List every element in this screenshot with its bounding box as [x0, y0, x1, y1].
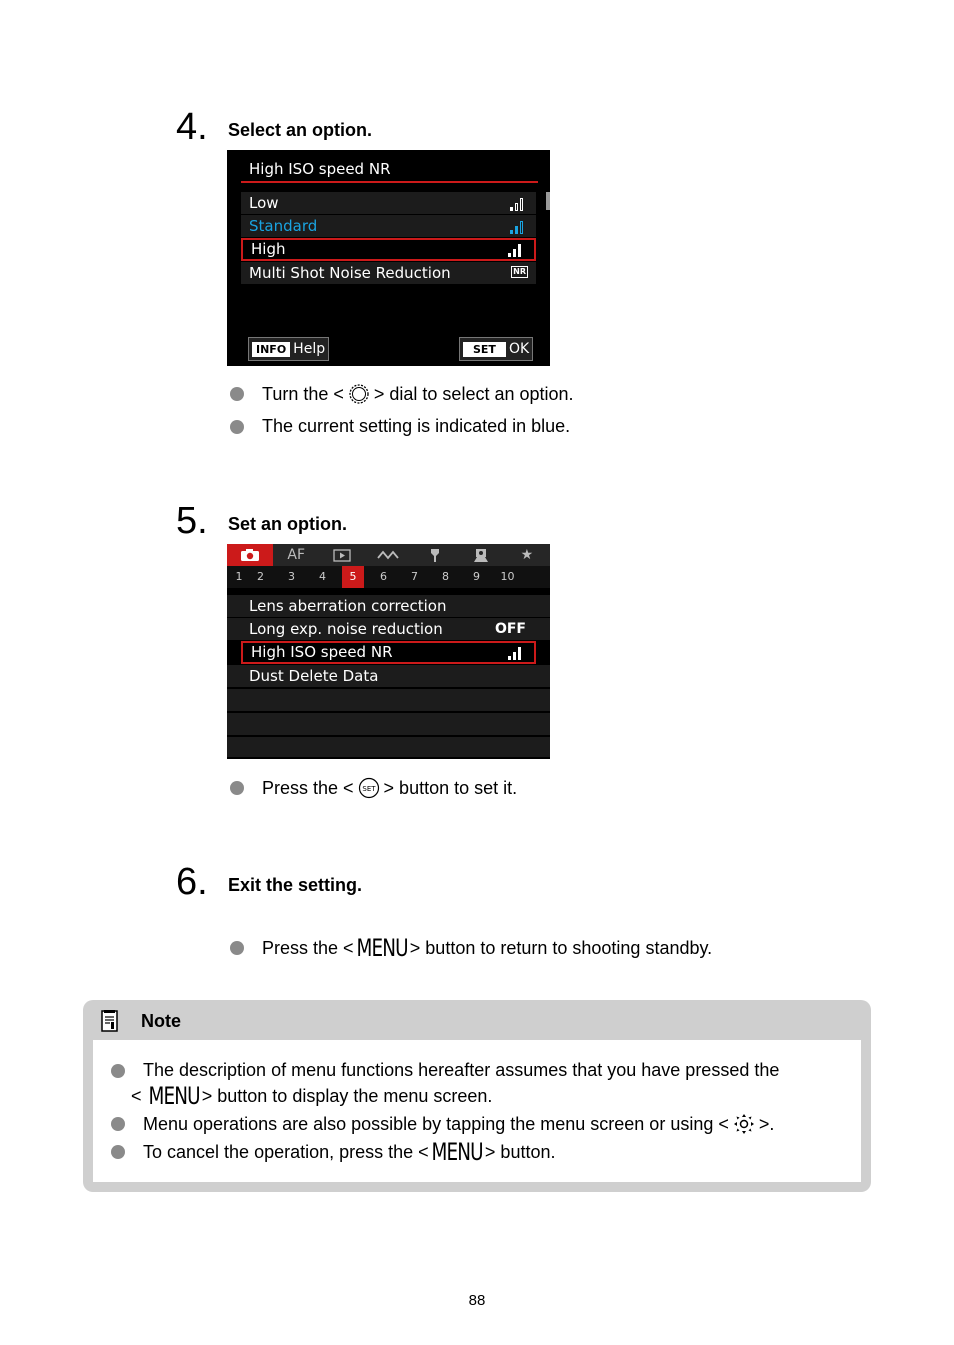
page-number[interactable]: 2 [257, 570, 264, 583]
note-text: < [131, 1085, 142, 1106]
menu-item-high-iso-nr[interactable] [241, 641, 536, 664]
option-label: Low [249, 194, 279, 212]
note-item [111, 1140, 555, 1164]
menu-tab-bar [227, 544, 550, 566]
note-text: > button to display the menu screen. [201, 1085, 493, 1106]
option-label: Multi Shot Noise Reduction [249, 264, 451, 282]
bullet-dot [111, 1117, 125, 1131]
bullet-dot [230, 420, 244, 434]
info-help-button[interactable] [248, 337, 329, 361]
option-standard[interactable] [241, 215, 536, 237]
star-icon: ★ [520, 547, 534, 563]
bullet-text: Press the < [262, 937, 354, 958]
bullet-press-set [230, 777, 517, 799]
bullet-dot [230, 387, 244, 401]
menu-item-empty [227, 689, 550, 711]
menu-item-lens-aberration[interactable] [227, 595, 550, 617]
tab-my-menu[interactable] [504, 544, 550, 566]
note-item [111, 1113, 774, 1135]
wrench-icon [428, 548, 442, 563]
menu-button-icon: MENU [148, 1082, 200, 1110]
bullet-turn-dial [230, 383, 574, 405]
menu-item-value: OFF [494, 621, 526, 637]
menu-button-icon: MENU [356, 934, 408, 962]
bullet-dot [111, 1145, 125, 1159]
scrollbar[interactable] [546, 192, 550, 210]
bullet-press-menu [230, 936, 712, 960]
playback-icon [333, 549, 351, 562]
note-box [83, 1000, 871, 1192]
page-number[interactable]: 4 [319, 570, 326, 583]
set-ok-button[interactable] [459, 337, 533, 361]
help-label: Help [293, 341, 326, 357]
svg-text:SET: SET [361, 785, 376, 793]
nr-level-low-icon [510, 197, 526, 211]
note-text: To cancel the operation, press the < [143, 1141, 429, 1162]
note-item-continued [131, 1084, 492, 1108]
menu-item-label: Long exp. noise reduction [249, 620, 443, 638]
bullet-text: Turn the < [262, 383, 344, 404]
tab-af[interactable] [273, 544, 319, 566]
step-title: Select an option. [228, 120, 373, 140]
note-text: >. [758, 1113, 775, 1134]
option-label: High [251, 240, 286, 258]
note-text: Menu operations are also possible by tapping the menu screen or using < [143, 1113, 729, 1134]
step-title: Exit the setting. [228, 875, 363, 895]
bullet-current-setting [230, 416, 570, 437]
tab-playback[interactable] [319, 544, 365, 566]
option-multi-shot-nr[interactable] [241, 262, 536, 284]
page-number[interactable]: 10 [500, 570, 515, 583]
nr-level-standard-icon [510, 220, 526, 234]
menu-item-empty [227, 737, 550, 757]
menu-item-label: Dust Delete Data [249, 667, 379, 685]
info-key: INFO [252, 342, 290, 357]
tab-custom-functions[interactable] [458, 544, 504, 566]
menu-item-empty [227, 713, 550, 735]
tab-label: AF [287, 547, 306, 563]
menu-item-label: High ISO speed NR [251, 643, 393, 661]
option-low[interactable] [241, 192, 536, 214]
nr-level-high-icon [508, 646, 524, 660]
camera-screen-high-iso-nr [227, 150, 550, 366]
title-divider [241, 181, 538, 183]
page-number[interactable]: 9 [473, 570, 480, 583]
bullet-dot [230, 781, 244, 795]
option-high[interactable] [241, 238, 536, 261]
menu-item-label: Lens aberration correction [249, 597, 447, 615]
menu-item-long-exp-nr[interactable] [227, 618, 550, 640]
bullet-text: > button to set it. [383, 777, 518, 798]
option-label: Standard [249, 217, 318, 235]
page-number-active[interactable]: 5 [342, 566, 364, 588]
set-button-icon [358, 777, 380, 799]
page-number[interactable]: 7 [411, 570, 418, 583]
tab-shooting[interactable] [227, 544, 273, 566]
bullet-dot [111, 1064, 125, 1078]
note-icon [100, 1009, 120, 1033]
step-number: 5. [176, 500, 208, 542]
camera-screen-shooting-menu [227, 544, 550, 759]
bullet-text: The current setting is indicated in blue. [262, 416, 571, 436]
step-number: 6. [176, 861, 208, 903]
multi-controller-icon [733, 1113, 755, 1135]
screen-title: High ISO speed NR [249, 160, 391, 178]
set-key: SET [463, 342, 506, 357]
tab-wireless[interactable] [365, 544, 411, 566]
note-item [111, 1060, 779, 1081]
ok-label: OK [508, 341, 530, 357]
nr-level-high-icon [508, 243, 524, 257]
note-text: The description of menu functions hereafter assumes that you have pressed the [143, 1060, 780, 1080]
page-number[interactable]: 3 [288, 570, 295, 583]
note-title: Note [141, 1011, 181, 1031]
bullet-text: Press the < [262, 777, 354, 798]
divider [227, 588, 550, 594]
page-number[interactable]: 1 [235, 570, 243, 583]
bullet-text: > button to return to shooting standby. [409, 937, 713, 958]
note-content [93, 1040, 861, 1182]
menu-button-icon: MENU [431, 1138, 483, 1166]
note-text: > button. [484, 1141, 556, 1162]
page-number: 88 [468, 1292, 486, 1309]
menu-page-numbers [227, 566, 550, 588]
tab-setup[interactable] [412, 544, 458, 566]
page-number[interactable]: 8 [442, 570, 449, 583]
wireless-icon [377, 549, 399, 561]
menu-item-dust-delete[interactable] [227, 665, 550, 687]
camera-icon [240, 548, 260, 562]
bullet-dot [230, 941, 244, 955]
multi-shot-nr-icon: NR [513, 267, 526, 276]
page-number[interactable]: 6 [380, 570, 387, 583]
dial-icon [348, 383, 370, 405]
bullet-text: > dial to select an option. [373, 383, 574, 404]
custom-functions-icon [473, 548, 489, 563]
step-number: 4. [176, 106, 208, 148]
step-title: Set an option. [228, 514, 347, 534]
